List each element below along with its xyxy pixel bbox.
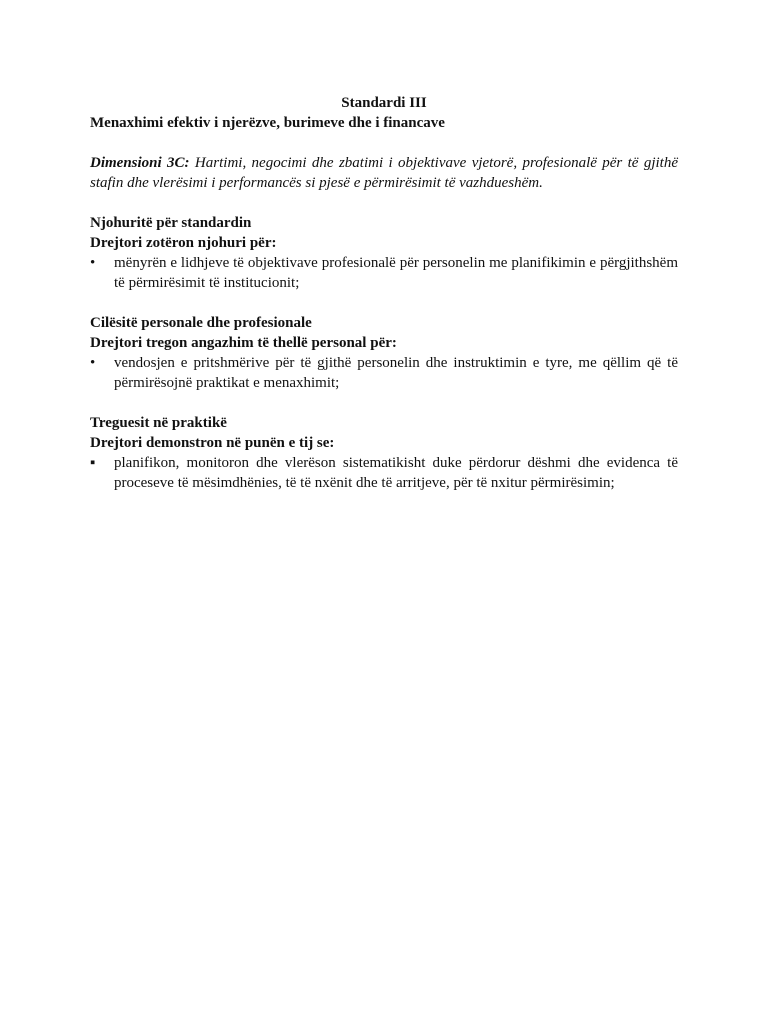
section-subheading: Drejtori zotëron njohuri për: (90, 235, 277, 251)
section-subheading: Drejtori demonstron në punën e tij se: (90, 435, 335, 451)
document-page (90, 93, 678, 493)
section-knowledge (90, 213, 678, 293)
list-item-text: mënyrën e lidhjeve të objektivave profesionalë për personelin me planifikimin e përgjithshëm të përmirësimit të institucionit; (114, 255, 678, 291)
dimension-text: Hartimi, negocimi dhe zbatimi i objektivave vjetorë, profesionalë për të gjithë stafin dhe vlerësimi i performancës si pjesë e përmirësimit të vazhdueshëm. (90, 155, 678, 191)
section-subheading: Drejtori tregon angazhim të thellë personal për: (90, 335, 397, 351)
section-heading: Treguesit në praktikë (90, 415, 227, 431)
section-heading: Cilësitë personale dhe profesionale (90, 315, 312, 331)
spacer (90, 133, 678, 153)
list-item (90, 353, 678, 393)
standard-subtitle: Menaxhimi efektiv i njerëzve, burimeve dhe i financave (90, 115, 445, 131)
spacer (90, 293, 678, 313)
list-item-text: planifikon, monitoron dhe vlerëson sistematikisht duke përdorur dëshmi dhe evidenca të proceseve të mësimdhënies, të të nxënit dhe të arritjeve, për të nxitur përmirësimin; (114, 455, 678, 491)
section-indicators (90, 413, 678, 493)
list-item (90, 453, 678, 493)
bullet-icon: • (90, 255, 96, 271)
spacer (90, 193, 678, 213)
bullet-list (90, 453, 678, 493)
square-bullet-icon: ▪ (90, 455, 96, 471)
dimension-label: Dimensioni 3C: (90, 155, 190, 171)
spacer (90, 393, 678, 413)
dimension-paragraph (90, 153, 678, 193)
bullet-icon: • (90, 355, 96, 371)
section-qualities (90, 313, 678, 393)
list-item (90, 253, 678, 293)
bullet-list (90, 253, 678, 293)
section-heading: Njohuritë për standardin (90, 215, 252, 231)
list-item-text: vendosjen e pritshmërive për të gjithë personelin dhe instruktimin e tyre, me qëllim që të përmirësojnë praktikat e menaxhimit; (114, 355, 678, 391)
bullet-list (90, 353, 678, 393)
standard-title: Standardi III (341, 95, 427, 111)
